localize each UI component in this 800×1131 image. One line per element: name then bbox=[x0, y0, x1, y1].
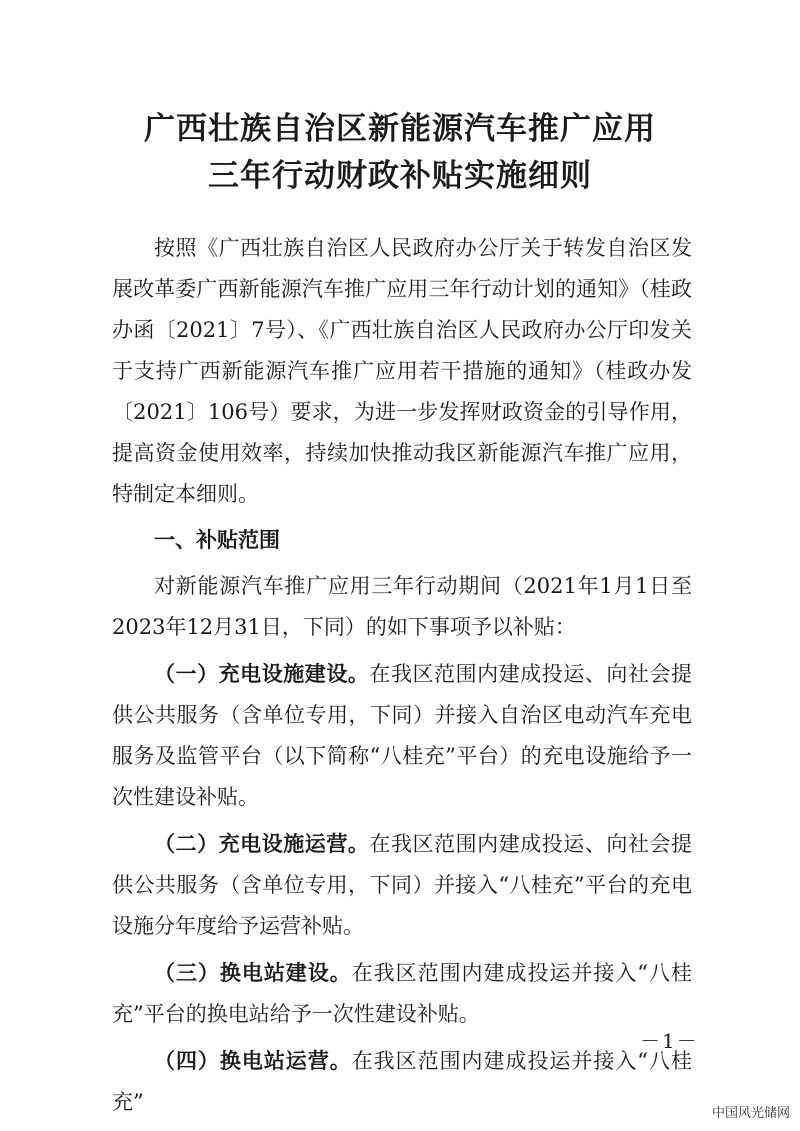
item-paragraph-1 bbox=[112, 653, 692, 818]
intro-paragraph: 按照《广西壮族自治区人民政府办公厅关于转发自治区发展改革委广西新能源汽车推广应用三年行动计划的通知》（桂政办函〔2021〕7号）、《广西壮族自治区人民政府办公厅印发关于支持广西新能源汽车推广应用若干措施的通知》（桂政办发〔2021〕106号）要求，为进一步发挥财政资金的引导作用，提高资金使用效率，持续加快推动我区新能源汽车推广应用，特制定本细则。 bbox=[112, 236, 692, 506]
item-label: （二）充电设施运营。 bbox=[154, 831, 370, 856]
page-number: －1－ bbox=[640, 1029, 699, 1053]
site-watermark: 中国风光储网 bbox=[711, 1106, 790, 1121]
item-text: 在我区范围内建成投运、向社会提供公共服务（含单位专用，下同）并接入“八桂充”平台的充电设施分年度给予运营补贴。 bbox=[112, 832, 693, 938]
item-label: （一）充电设施建设。 bbox=[154, 661, 370, 686]
document-title-line1: 广西壮族自治区新能源汽车推广应用 bbox=[144, 111, 656, 147]
section-heading: 一、补贴范围 bbox=[154, 528, 280, 552]
item-text: 在我区范围内建成投运并接入“八桂充” bbox=[112, 1049, 692, 1114]
item-paragraph-4 bbox=[112, 1040, 692, 1123]
item-paragraph-2 bbox=[112, 823, 692, 947]
document-title-line2: 三年行动财政补贴实施细则 bbox=[208, 158, 592, 194]
item-label: （三）换电站建设。 bbox=[154, 960, 352, 985]
section-intro-paragraph: 对新能源汽车推广应用三年行动期间（2021年1月1日至2023年12月31日，下同）的如下事项予以补贴： bbox=[112, 574, 692, 639]
item-text: 在我区范围内建成投运、向社会提供公共服务（含单位专用，下同）并接入自治区电动汽车充电服务及监管平台（以下简称“八桂充”平台）的充电设施给予一次性建设补贴。 bbox=[112, 662, 693, 809]
item-paragraph-3 bbox=[112, 952, 692, 1035]
document-body bbox=[112, 228, 692, 1128]
item-label: （四）换电站运营。 bbox=[154, 1048, 352, 1073]
item-text: 在我区范围内建成投运并接入“八桂充”平台的换电站给予一次性建设补贴。 bbox=[112, 961, 692, 1026]
